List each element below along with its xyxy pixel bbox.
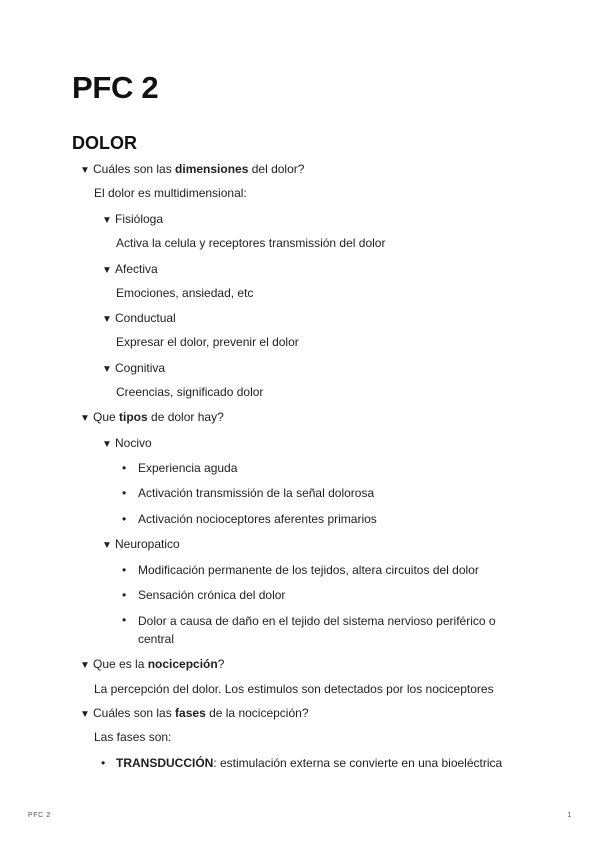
toggle-arrow-icon[interactable]: ▼: [102, 540, 112, 551]
list-item: Dolor a causa de daño en el tejido del sistema nervioso periférico o central: [138, 614, 496, 646]
toggle-fases[interactable]: ▼ Cuáles son las fases de la nocicepción?: [80, 705, 309, 723]
answer-text: Activa la celula y receptores transmissión del dolor: [116, 236, 386, 250]
bullet-icon: •: [122, 563, 127, 577]
toggle-arrow-icon[interactable]: ▼: [102, 265, 112, 276]
bullet-icon: •: [122, 486, 127, 500]
answer-text: Las fases son:: [94, 730, 172, 744]
toggle-nocivo[interactable]: ▼ Nocivo: [102, 435, 152, 453]
toggle-arrow-icon[interactable]: ▼: [102, 439, 112, 450]
toggle-afectiva[interactable]: ▼ Afectiva: [102, 261, 158, 279]
answer-text: El dolor es multidimensional:: [94, 186, 247, 200]
bullet-icon: •: [122, 613, 127, 627]
toggle-arrow-icon[interactable]: ▼: [80, 165, 90, 176]
bullet-icon: •: [122, 461, 127, 475]
list-item: Activación transmissión de la señal dolorosa: [138, 486, 375, 500]
list-item: Experiencia aguda: [138, 461, 238, 475]
toggle-fisiologa[interactable]: ▼ Fisióloga: [102, 211, 163, 229]
bullet-icon: •: [122, 588, 127, 602]
toggle-arrow-icon[interactable]: ▼: [80, 660, 90, 671]
toggle-nocicepcion[interactable]: ▼ Que es la nocicepción?: [80, 656, 224, 674]
answer-text: Expresar el dolor, prevenir el dolor: [116, 335, 299, 349]
toggle-arrow-icon[interactable]: ▼: [102, 314, 112, 325]
toggle-arrow-icon[interactable]: ▼: [102, 364, 112, 375]
list-item: TRANSDUCCIÓN: estimulación externa se convierte en una bioeléctrica: [116, 756, 503, 770]
list-item: Modificación permanente de los tejidos, altera circuitos del dolor: [138, 563, 479, 577]
footer-doc-title: PFC 2: [28, 812, 51, 819]
answer-text: La percepción del dolor. Los estimulos son detectados por los nociceptores: [94, 682, 494, 696]
toggle-arrow-icon[interactable]: ▼: [102, 215, 112, 226]
page-title: PFC 2: [72, 70, 159, 105]
list-item: Sensación crónica del dolor: [138, 588, 286, 602]
bullet-icon: •: [101, 756, 106, 770]
toggle-cognitiva[interactable]: ▼ Cognitiva: [102, 360, 165, 378]
toggle-arrow-icon[interactable]: ▼: [80, 709, 90, 720]
answer-text: Emociones, ansiedad, etc: [116, 286, 254, 300]
toggle-dimensiones[interactable]: ▼ Cuáles son las dimensiones del dolor?: [80, 161, 304, 179]
bullet-icon: •: [122, 512, 127, 526]
list-item: Activación nocioceptores aferentes primarios: [138, 512, 377, 526]
answer-text: Creencias, significado dolor: [116, 385, 264, 399]
toggle-neuropatico[interactable]: ▼ Neuropatico: [102, 536, 180, 554]
page-number: 1: [567, 812, 572, 819]
toggle-conductual[interactable]: ▼ Conductual: [102, 310, 176, 328]
toggle-tipos[interactable]: ▼ Que tipos de dolor hay?: [80, 409, 224, 427]
section-heading: DOLOR: [72, 133, 137, 153]
toggle-arrow-icon[interactable]: ▼: [80, 413, 90, 424]
